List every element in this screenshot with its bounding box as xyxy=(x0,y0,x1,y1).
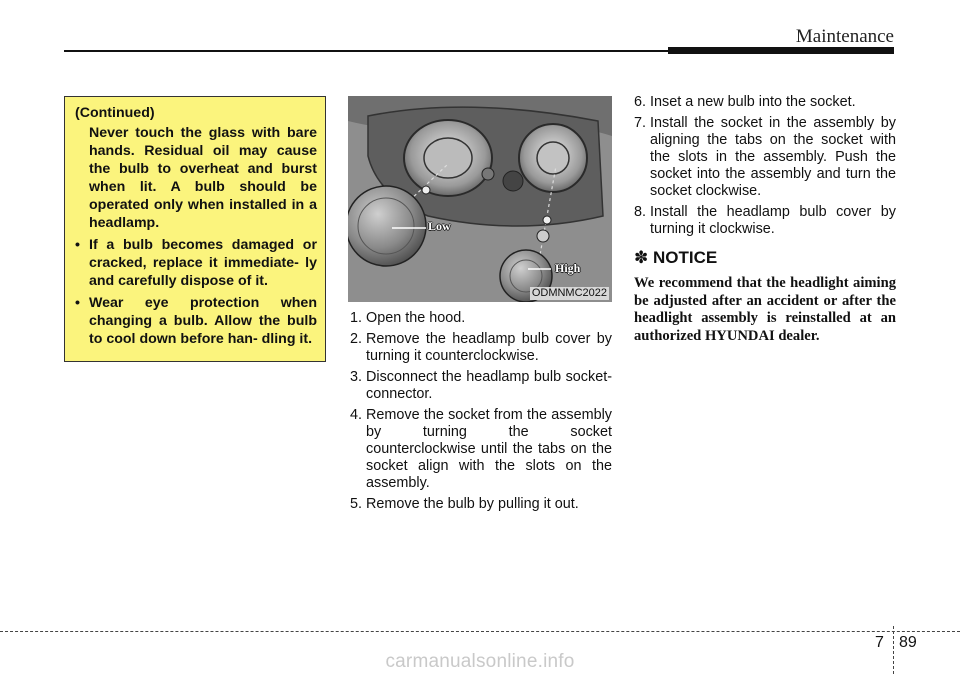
procedure-step xyxy=(350,369,612,403)
footer-page-number: 89 xyxy=(899,634,917,651)
procedure-step xyxy=(350,496,612,513)
step-number: 3. xyxy=(350,369,363,385)
warning-heading: (Continued) xyxy=(75,105,155,121)
procedure-step xyxy=(350,310,612,327)
procedure-steps-left xyxy=(350,310,612,517)
page-header-title: Maintenance xyxy=(795,26,894,47)
step-number: 1. xyxy=(350,310,363,326)
step-number: 8. xyxy=(634,204,647,220)
procedure-step xyxy=(634,94,896,111)
step-text: Remove the headlamp bulb cover by turning it counterclockwise. xyxy=(366,331,612,364)
header-bar xyxy=(668,47,894,54)
step-number: 6. xyxy=(634,94,647,110)
step-text: Open the hood. xyxy=(366,310,466,326)
step-number: 2. xyxy=(350,331,363,347)
footer-chapter-number: 7 xyxy=(875,634,884,651)
step-text: Remove the socket from the assembly by turning the socket counterclockwise until the tabs on the socket align with the slots on the assembly. xyxy=(366,407,612,491)
step-text: Install the headlamp bulb cover by turning it clockwise. xyxy=(650,204,896,237)
procedure-steps-right xyxy=(634,94,896,242)
step-number: 4. xyxy=(350,407,363,423)
step-text: Install the socket in the assembly by aligning the tabs on the socket with the slots in the assembly. Push the socket into the assembly and turn the socket clockwise. xyxy=(650,115,896,199)
watermark-text: carmanualsonline.info xyxy=(385,651,575,672)
notice-text: We recommend that the headlight aiming be adjusted after an accident or after the headlight assembly is reinstalled at an authorized HYUNDAI dealer. xyxy=(634,275,896,344)
warning-bullet-list xyxy=(75,236,317,348)
procedure-step xyxy=(350,407,612,492)
procedure-step xyxy=(634,204,896,238)
figure-caption: ODMNMC2022 xyxy=(531,287,607,299)
procedure-step xyxy=(634,115,896,200)
step-text: Remove the bulb by pulling it out. xyxy=(366,496,579,512)
warning-bullet: • Wear eye protection when changing a bulb. Allow the bulb to cool down before han- dling it. xyxy=(75,294,317,348)
warning-box xyxy=(64,96,326,362)
step-text: Disconnect the headlamp bulb socket-connector. xyxy=(366,369,612,402)
figure-label-high: High xyxy=(555,261,581,275)
step-number: 7. xyxy=(634,115,647,131)
warning-bullet: • If a bulb becomes damaged or cracked, replace it immediate- ly and carefully dispose of it. xyxy=(75,236,317,290)
step-number: 5. xyxy=(350,496,363,512)
notice-heading: ✽ NOTICE xyxy=(634,248,718,267)
headlamp-figure xyxy=(348,96,612,302)
warning-paragraph: Never touch the glass with bare hands. Residual oil may cause the bulb to overheat and burst when lit. A bulb should be operated only when installed in a headlamp. xyxy=(89,125,317,231)
footer-rule xyxy=(0,631,960,632)
figure-label-low: Low xyxy=(428,219,451,233)
step-text: Inset a new bulb into the socket. xyxy=(650,94,856,110)
procedure-step xyxy=(350,331,612,365)
